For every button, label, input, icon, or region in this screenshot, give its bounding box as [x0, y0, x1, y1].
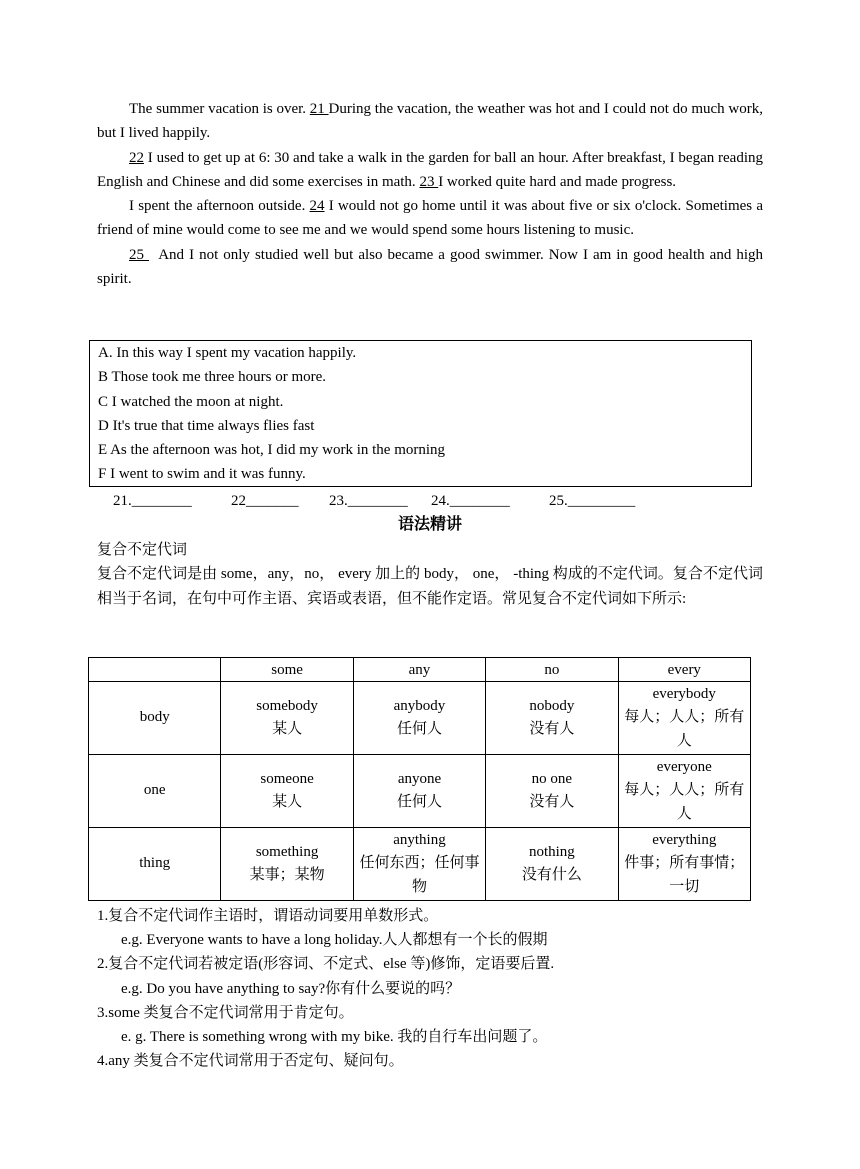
table-row	[89, 755, 751, 828]
row-label: one	[89, 755, 221, 828]
grammar-example-2: e.g. Do you have anything to say?你有什么要说的吗？	[121, 981, 461, 997]
row-label: body	[89, 682, 221, 755]
header-cell: some	[221, 658, 353, 682]
option-d: D It's true that time always flies fast	[98, 417, 315, 434]
table-header-row	[89, 658, 751, 682]
table-cell: everyone 每人；人人；所有人	[618, 755, 750, 828]
answer-25: 25._________	[549, 493, 636, 509]
grammar-rule-4: 4.any 类复合不定代词常用于否定句、疑问句。	[97, 1053, 404, 1069]
blank-21: 21	[309, 101, 329, 117]
header-cell: no	[486, 658, 618, 682]
table-cell: everybody 每人；人人；所有人	[618, 682, 750, 755]
option-a: A. In this way I spent my vacation happily.	[98, 345, 357, 361]
table-cell: nobody 没有人	[486, 682, 618, 755]
passage-paragraph-1: The summer vacation is over. 21 During the vacation, the weather was hot and I could not do much work, but I lived happily.	[97, 101, 764, 142]
reading-passage	[97, 97, 767, 291]
blank-22: 22	[129, 149, 144, 166]
table-cell: something 某事；某物	[221, 828, 353, 901]
grammar-rule-2: 2.复合不定代词若被定语(形容词、不定式、else 等)修饰，定语要后置.	[97, 956, 555, 972]
answer-21: 21.________	[113, 493, 192, 509]
table-cell: someone 某人	[221, 755, 353, 828]
answer-24: 24.________	[431, 493, 510, 509]
option-c: C I watched the moon at night.	[98, 393, 284, 410]
table-cell: nothing 没有什么	[486, 828, 618, 901]
grammar-example-3: e. g. There is something wrong with my bike. 我的自行车出问题了。	[121, 1029, 548, 1045]
answer-line	[113, 491, 713, 513]
header-cell: every	[618, 658, 750, 682]
grammar-example-1: e.g. Everyone wants to have a long holiday.人人都想有一个长的假期	[121, 932, 548, 948]
passage-paragraph-3: I spent the afternoon outside. 24 I would not go home until it was about five or six o'clock. Sometimes a friend of mine would come to see me and we would spend some hours listening to music.	[97, 198, 763, 239]
grammar-heading: 复合不定代词	[97, 542, 188, 558]
table-cell: anybody 任何人	[353, 682, 485, 755]
passage-paragraph-2: 22 I used to get up at 6: 30 and take a walk in the garden for ball an hour. After breakfast, I began reading English and Chinese and did some exercises in math. 23 I worked quite hard and made progress.	[97, 149, 763, 190]
options-box	[89, 340, 752, 487]
option-f: F I went to swim and it was funny.	[98, 466, 306, 482]
table-cell: everything 件事；所有事情；一切	[618, 828, 750, 901]
table-row	[89, 682, 751, 755]
row-label: thing	[89, 828, 221, 901]
answer-22: 22_______	[231, 493, 299, 509]
passage-paragraph-4: 25 And I not only studied well but also became a good swimmer. Now I am in good health and high spirit.	[97, 246, 767, 288]
grammar-intro: 复合不定代词是由 some，any，no， every 加上的 body， one， -thing 构成的不定代词。复合不定代词相当于名词，在句中可作主语、宾语或表语，但不能作定语。常见复合不定代词如下所示:	[97, 566, 763, 607]
section-title: 语法精讲	[397, 514, 462, 533]
table-cell: anyone 任何人	[353, 755, 485, 828]
table-row	[89, 828, 751, 901]
answer-23: 23.________	[329, 493, 408, 509]
pronoun-table	[88, 657, 751, 901]
grammar-rule-3: 3.some 类复合不定代词常用于肯定句。	[97, 1005, 354, 1021]
option-b: B Those took me three hours or more.	[98, 369, 327, 385]
header-cell: any	[353, 658, 485, 682]
grammar-rule-1: 1.复合不定代词作主语时，谓语动词要用单数形式。	[97, 908, 439, 924]
blank-23: 23	[419, 173, 439, 190]
header-cell	[89, 658, 221, 682]
blank-25: 25	[129, 246, 150, 263]
blank-24: 24	[309, 198, 325, 215]
option-e: E As the afternoon was hot, I did my work in the morning	[98, 442, 446, 458]
table-cell: no one 没有人	[486, 755, 618, 828]
table-cell: somebody 某人	[221, 682, 353, 755]
table-cell: anything 任何东西；任何事物	[353, 828, 485, 901]
